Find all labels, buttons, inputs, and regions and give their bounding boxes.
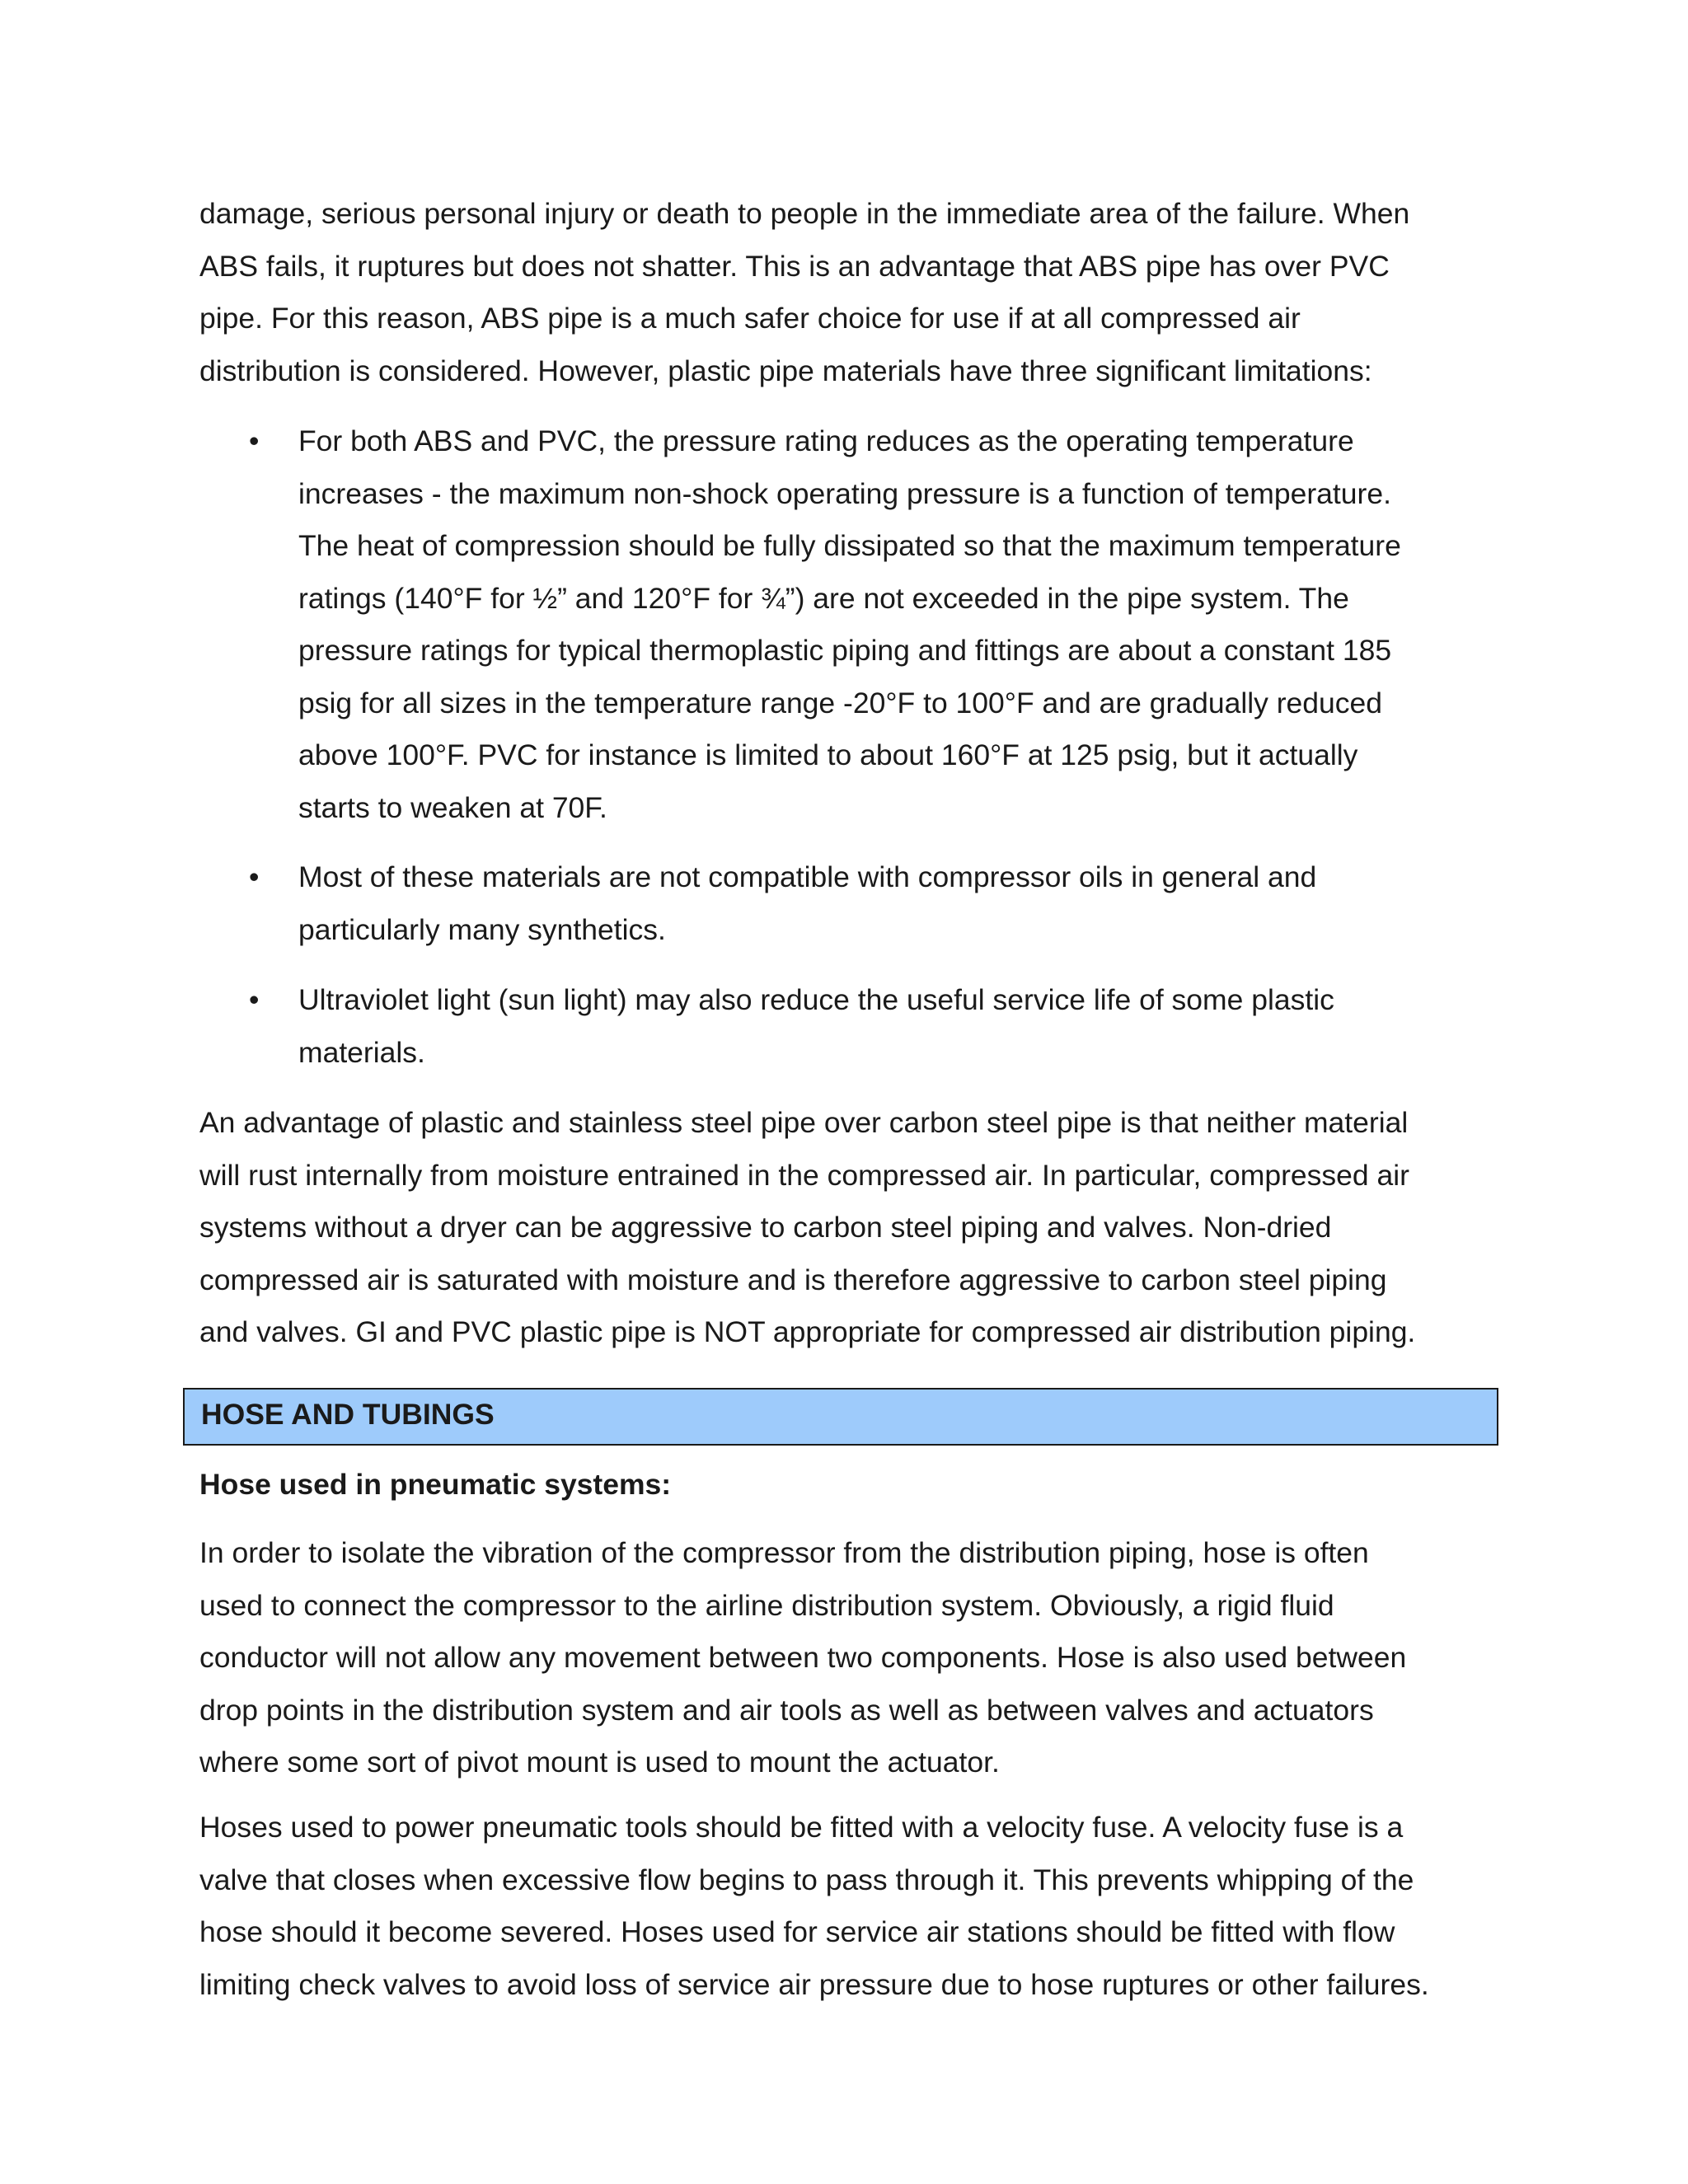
text-line: Ultraviolet light (sun light) may also reduce the useful service life of some plastic: [298, 983, 1334, 1016]
text-line: ABS fails, it ruptures but does not shatter. This is an advantage that ABS pipe has over PVC: [199, 249, 1390, 283]
text-line: damage, serious personal injury or death to people in the immediate area of the failure. When: [199, 197, 1410, 230]
text-line: An advantage of plastic and stainless steel pipe over carbon steel pipe is that neither material: [199, 1106, 1409, 1139]
text-line: where some sort of pivot mount is used to mount the actuator.: [199, 1746, 1000, 1779]
text-line: particularly many synthetics.: [298, 912, 666, 946]
text-line: The heat of compression should be fully dissipated so that the maximum temperature: [298, 529, 1401, 562]
text-line: above 100°F. PVC for instance is limited to about 160°F at 125 psig, but it actually: [298, 738, 1358, 771]
list-item-text: [298, 974, 1334, 1079]
bullet-icon: •: [249, 424, 260, 457]
intro-paragraph: [199, 188, 1485, 397]
text-line: starts to weaken at 70F.: [298, 790, 607, 824]
text-line: hose should it become severed. Hoses used for service air stations should be fitted with flow: [199, 1915, 1395, 1948]
text-line: increases - the maximum non-shock operating pressure is a function of temperature.: [298, 476, 1391, 510]
bullet-icon: •: [249, 983, 260, 1016]
text-line: psig for all sizes in the temperature range -20°F to 100°F and are gradually reduced: [298, 686, 1383, 719]
text-line: For both ABS and PVC, the pressure rating reduces as the operating temperature: [298, 424, 1354, 457]
bullet-icon: •: [249, 860, 260, 893]
list-item-text: [298, 415, 1401, 834]
text-line: drop points in the distribution system and air tools as well as between valves and actuators: [199, 1693, 1374, 1727]
text-line: Hoses used to power pneumatic tools should be fitted with a velocity fuse. A velocity fuse is a: [199, 1811, 1404, 1844]
subheading: Hose used in pneumatic systems:: [199, 1468, 672, 1501]
text-line: Most of these materials are not compatible with compressor oils in general and: [298, 860, 1317, 893]
section-title: HOSE AND TUBINGS: [201, 1398, 495, 1431]
text-line: compressed air is saturated with moisture and is therefore aggressive to carbon steel piping: [199, 1263, 1387, 1296]
advantage-paragraph: [199, 1097, 1485, 1359]
hose-paragraph-1: [199, 1527, 1485, 1789]
text-line: and valves. GI and PVC plastic pipe is NOT appropriate for compressed air distribution piping.: [199, 1315, 1416, 1348]
text-line: used to connect the compressor to the airline distribution system. Obviously, a rigid fluid: [199, 1588, 1334, 1622]
text-line: systems without a dryer can be aggressive to carbon steel piping and valves. Non-dried: [199, 1211, 1332, 1244]
list-item-text: [298, 851, 1316, 956]
text-line: materials.: [298, 1035, 425, 1069]
section-heading-bar: [183, 1388, 1498, 1446]
text-line: will rust internally from moisture entrained in the compressed air. In particular, compressed air: [199, 1158, 1409, 1192]
text-line: pipe. For this reason, ABS pipe is a much safer choice for use if at all compressed air: [199, 302, 1301, 335]
hose-paragraph-2: [199, 1802, 1485, 2011]
text-line: In order to isolate the vibration of the compressor from the distribution piping, hose is often: [199, 1536, 1369, 1569]
text-line: pressure ratings for typical thermoplastic piping and fittings are about a constant 185: [298, 634, 1392, 667]
text-line: limiting check valves to avoid loss of service air pressure due to hose ruptures or other failures.: [199, 1967, 1429, 2001]
text-line: distribution is considered. However, plastic pipe materials have three significant limitations:: [199, 354, 1372, 387]
text-line: ratings (140°F for ½” and 120°F for ¾”) are not exceeded in the pipe system. The: [298, 581, 1349, 615]
text-line: conductor will not allow any movement between two components. Hose is also used between: [199, 1641, 1407, 1674]
text-line: valve that closes when excessive flow begins to pass through it. This prevents whipping of the: [199, 1863, 1414, 1896]
